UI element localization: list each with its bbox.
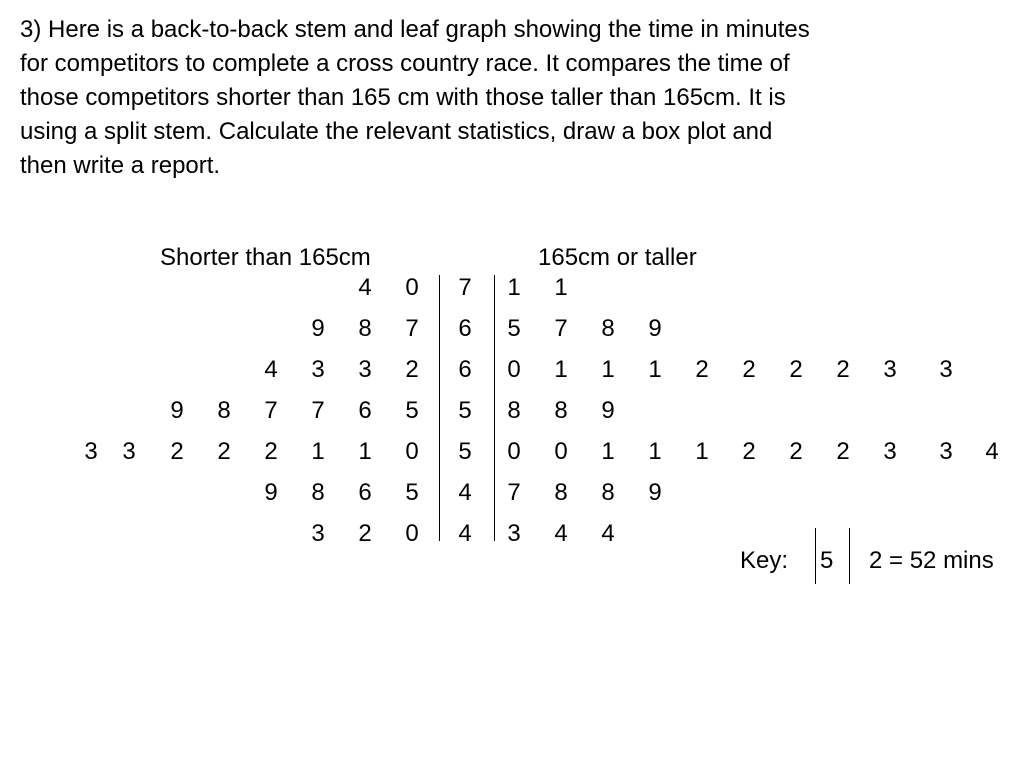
left-leaf: 6: [358, 397, 372, 424]
right-leaf: 3: [883, 356, 897, 383]
right-leaf: 1: [554, 356, 568, 383]
right-leaf: 8: [554, 479, 568, 506]
stem-value: 4: [458, 479, 472, 506]
left-leaf: 9: [264, 479, 278, 506]
right-leaf: 8: [507, 397, 521, 424]
left-leaf: 5: [405, 479, 419, 506]
right-leaf: 2: [742, 438, 756, 465]
right-leaf: 7: [554, 315, 568, 342]
right-leaf: 0: [554, 438, 568, 465]
left-leaf: 4: [358, 274, 372, 301]
right-leaf: 9: [601, 397, 615, 424]
left-leaf: 1: [311, 438, 325, 465]
right-leaf: 2: [789, 438, 803, 465]
right-leaf: 4: [554, 520, 568, 547]
right-leaf: 8: [554, 397, 568, 424]
left-leaf: 7: [405, 315, 419, 342]
right-leaf: 1: [695, 438, 709, 465]
right-leaf: 2: [742, 356, 756, 383]
right-group-heading: 165cm or taller: [538, 244, 697, 271]
right-leaf: 3: [939, 356, 953, 383]
left-leaf: 7: [311, 397, 325, 424]
key-value: 2 = 52 mins: [869, 547, 994, 574]
right-leaf: 9: [648, 479, 662, 506]
plot-divider-left: [439, 275, 440, 541]
right-leaf: 0: [507, 356, 521, 383]
stem-value: 5: [458, 397, 472, 424]
question-text: 3) Here is a back-to-back stem and leaf graph showing the time in minutes for competitors to complete a cross country race. It compares the time of those competitors shorter than 165 cm with those taller than 165cm. It is using a split stem. Calculate the relevant statistics, draw a box plot and then write a report.: [20, 16, 810, 179]
key-divider-left: [815, 528, 816, 584]
right-leaf: 2: [695, 356, 709, 383]
left-leaf: 0: [405, 274, 419, 301]
right-leaf: 7: [507, 479, 521, 506]
left-leaf: 3: [311, 356, 325, 383]
left-leaf: 4: [264, 356, 278, 383]
right-leaf: 3: [883, 438, 897, 465]
left-leaf: 2: [358, 520, 372, 547]
stem-value: 6: [458, 356, 472, 383]
left-leaf: 8: [217, 397, 231, 424]
left-leaf: 0: [405, 438, 419, 465]
key-stem: 5: [820, 547, 834, 574]
right-leaf: 3: [939, 438, 953, 465]
left-leaf: 8: [358, 315, 372, 342]
left-leaf: 3: [358, 356, 372, 383]
left-leaf: 2: [405, 356, 419, 383]
left-leaf: 9: [170, 397, 184, 424]
right-leaf: 4: [985, 438, 999, 465]
right-leaf: 1: [554, 274, 568, 301]
right-leaf: 9: [648, 315, 662, 342]
key-label: Key:: [740, 547, 789, 574]
left-leaf: 6: [358, 479, 372, 506]
left-leaf: 2: [217, 438, 231, 465]
right-leaf: 2: [836, 356, 850, 383]
left-leaf: 3: [84, 438, 98, 465]
stem-value: 4: [458, 520, 472, 547]
right-leaf: 2: [789, 356, 803, 383]
left-leaf: 7: [264, 397, 278, 424]
left-leaf: 3: [122, 438, 136, 465]
left-leaf: 9: [311, 315, 325, 342]
left-leaf: 8: [311, 479, 325, 506]
right-leaf: 1: [601, 438, 615, 465]
left-group-heading: Shorter than 165cm: [160, 244, 371, 271]
right-leaf: 4: [601, 520, 615, 547]
stem-value: 5: [458, 438, 472, 465]
right-leaf: 1: [507, 274, 521, 301]
left-leaf: 3: [311, 520, 325, 547]
right-leaf: 1: [648, 438, 662, 465]
left-leaf: 0: [405, 520, 419, 547]
right-leaf: 8: [601, 479, 615, 506]
left-leaf: 5: [405, 397, 419, 424]
right-leaf: 1: [601, 356, 615, 383]
right-leaf: 0: [507, 438, 521, 465]
left-leaf: 2: [170, 438, 184, 465]
stem-value: 6: [458, 315, 472, 342]
right-leaf: 1: [648, 356, 662, 383]
key-divider-right: [849, 528, 850, 584]
right-leaf: 3: [507, 520, 521, 547]
left-leaf: 2: [264, 438, 278, 465]
right-leaf: 5: [507, 315, 521, 342]
plot-divider-right: [494, 275, 495, 541]
stem-value: 7: [458, 274, 472, 301]
right-leaf: 8: [601, 315, 615, 342]
right-leaf: 2: [836, 438, 850, 465]
left-leaf: 1: [358, 438, 372, 465]
